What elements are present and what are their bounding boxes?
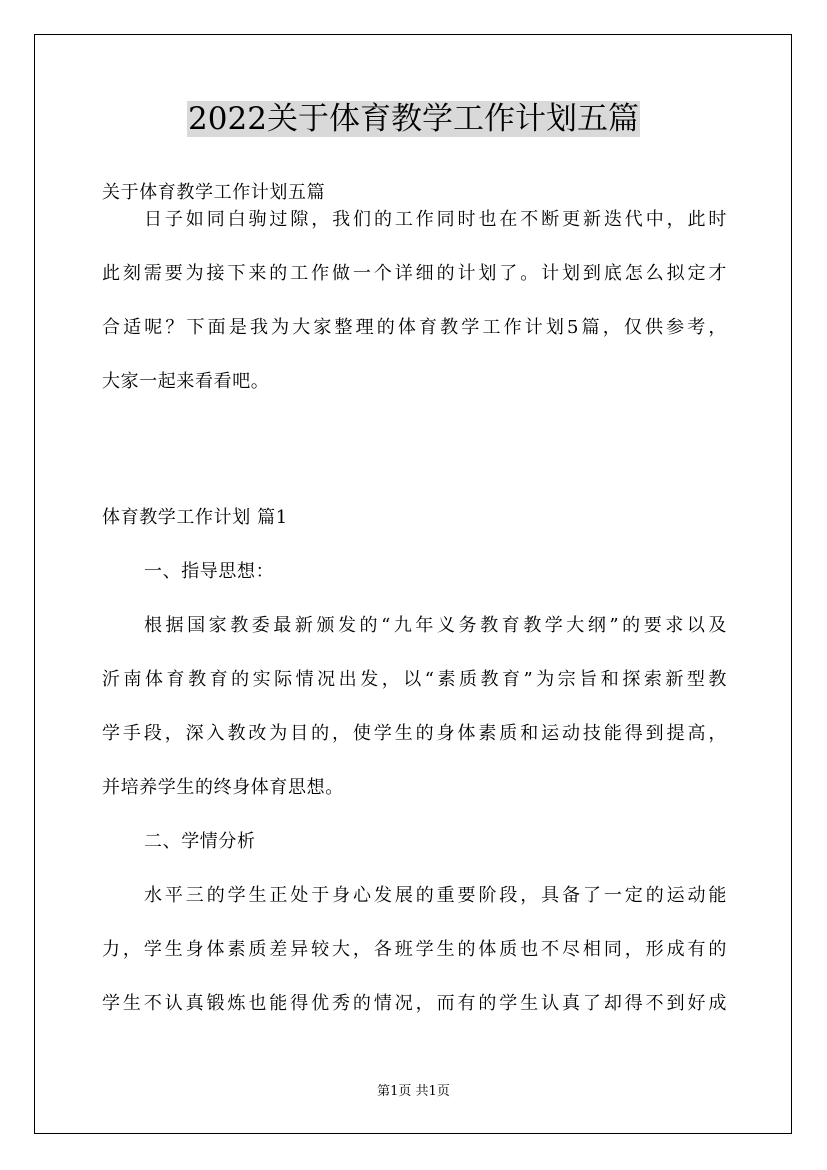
- analysis-paragraph: [102, 869, 727, 1031]
- document-title-text: 2022关于体育教学工作计划五篇: [188, 101, 639, 137]
- guiding-paragraph: [102, 599, 727, 815]
- analysis-line-3: 学生不认真锻炼也能得优秀的情况，而有的学生认真了却得不到好成: [102, 993, 727, 1014]
- guiding-line-4: 并培养学生的终身体育思想。: [102, 777, 344, 798]
- guiding-line-2: 沂南体育教育的实际情况出发，以“素质教育”为宗旨和探索新型教: [102, 669, 727, 690]
- analysis-line-2: 力，学生身体素质差异较大，各班学生的体质也不尽相同，形成有的: [102, 939, 727, 960]
- subtitle-line: 关于体育教学工作计划五篇: [102, 182, 326, 203]
- intro-line-3: 合适呢？下面是我为大家整理的体育教学工作计划5篇，仅供参考，: [102, 317, 727, 338]
- guiding-heading-text: 一、指导思想：: [144, 561, 275, 582]
- analysis-heading: [102, 815, 727, 869]
- intro-line-4: 大家一起来看看吧。: [102, 371, 270, 392]
- intro-line-1: 日子如同白驹过隙，我们的工作同时也在不断更新迭代中，此时: [144, 209, 727, 230]
- intro-line-2: 此刻需要为接下来的工作做一个详细的计划了。计划到底怎么拟定才: [102, 263, 727, 284]
- guiding-line-1: 根据国家教委最新颁发的“九年义务教育教学大纲”的要求以及: [144, 615, 727, 636]
- intro-paragraph: [102, 193, 727, 409]
- guiding-line-3: 学手段，深入教改为目的，使学生的身体素质和运动技能得到提高，: [102, 723, 727, 744]
- section-1-heading: [102, 491, 727, 545]
- guiding-heading: [102, 545, 727, 599]
- page-footer: [0, 1083, 827, 1101]
- document-title: [0, 97, 827, 141]
- analysis-line-1: 水平三的学生正处于身心发展的重要阶段，具备了一定的运动能: [144, 885, 727, 906]
- analysis-heading-text: 二、学情分析: [144, 831, 256, 852]
- section-1-heading-text: 体育教学工作计划 篇1: [102, 507, 288, 528]
- page-number: 第1页 共1页: [377, 1084, 450, 1099]
